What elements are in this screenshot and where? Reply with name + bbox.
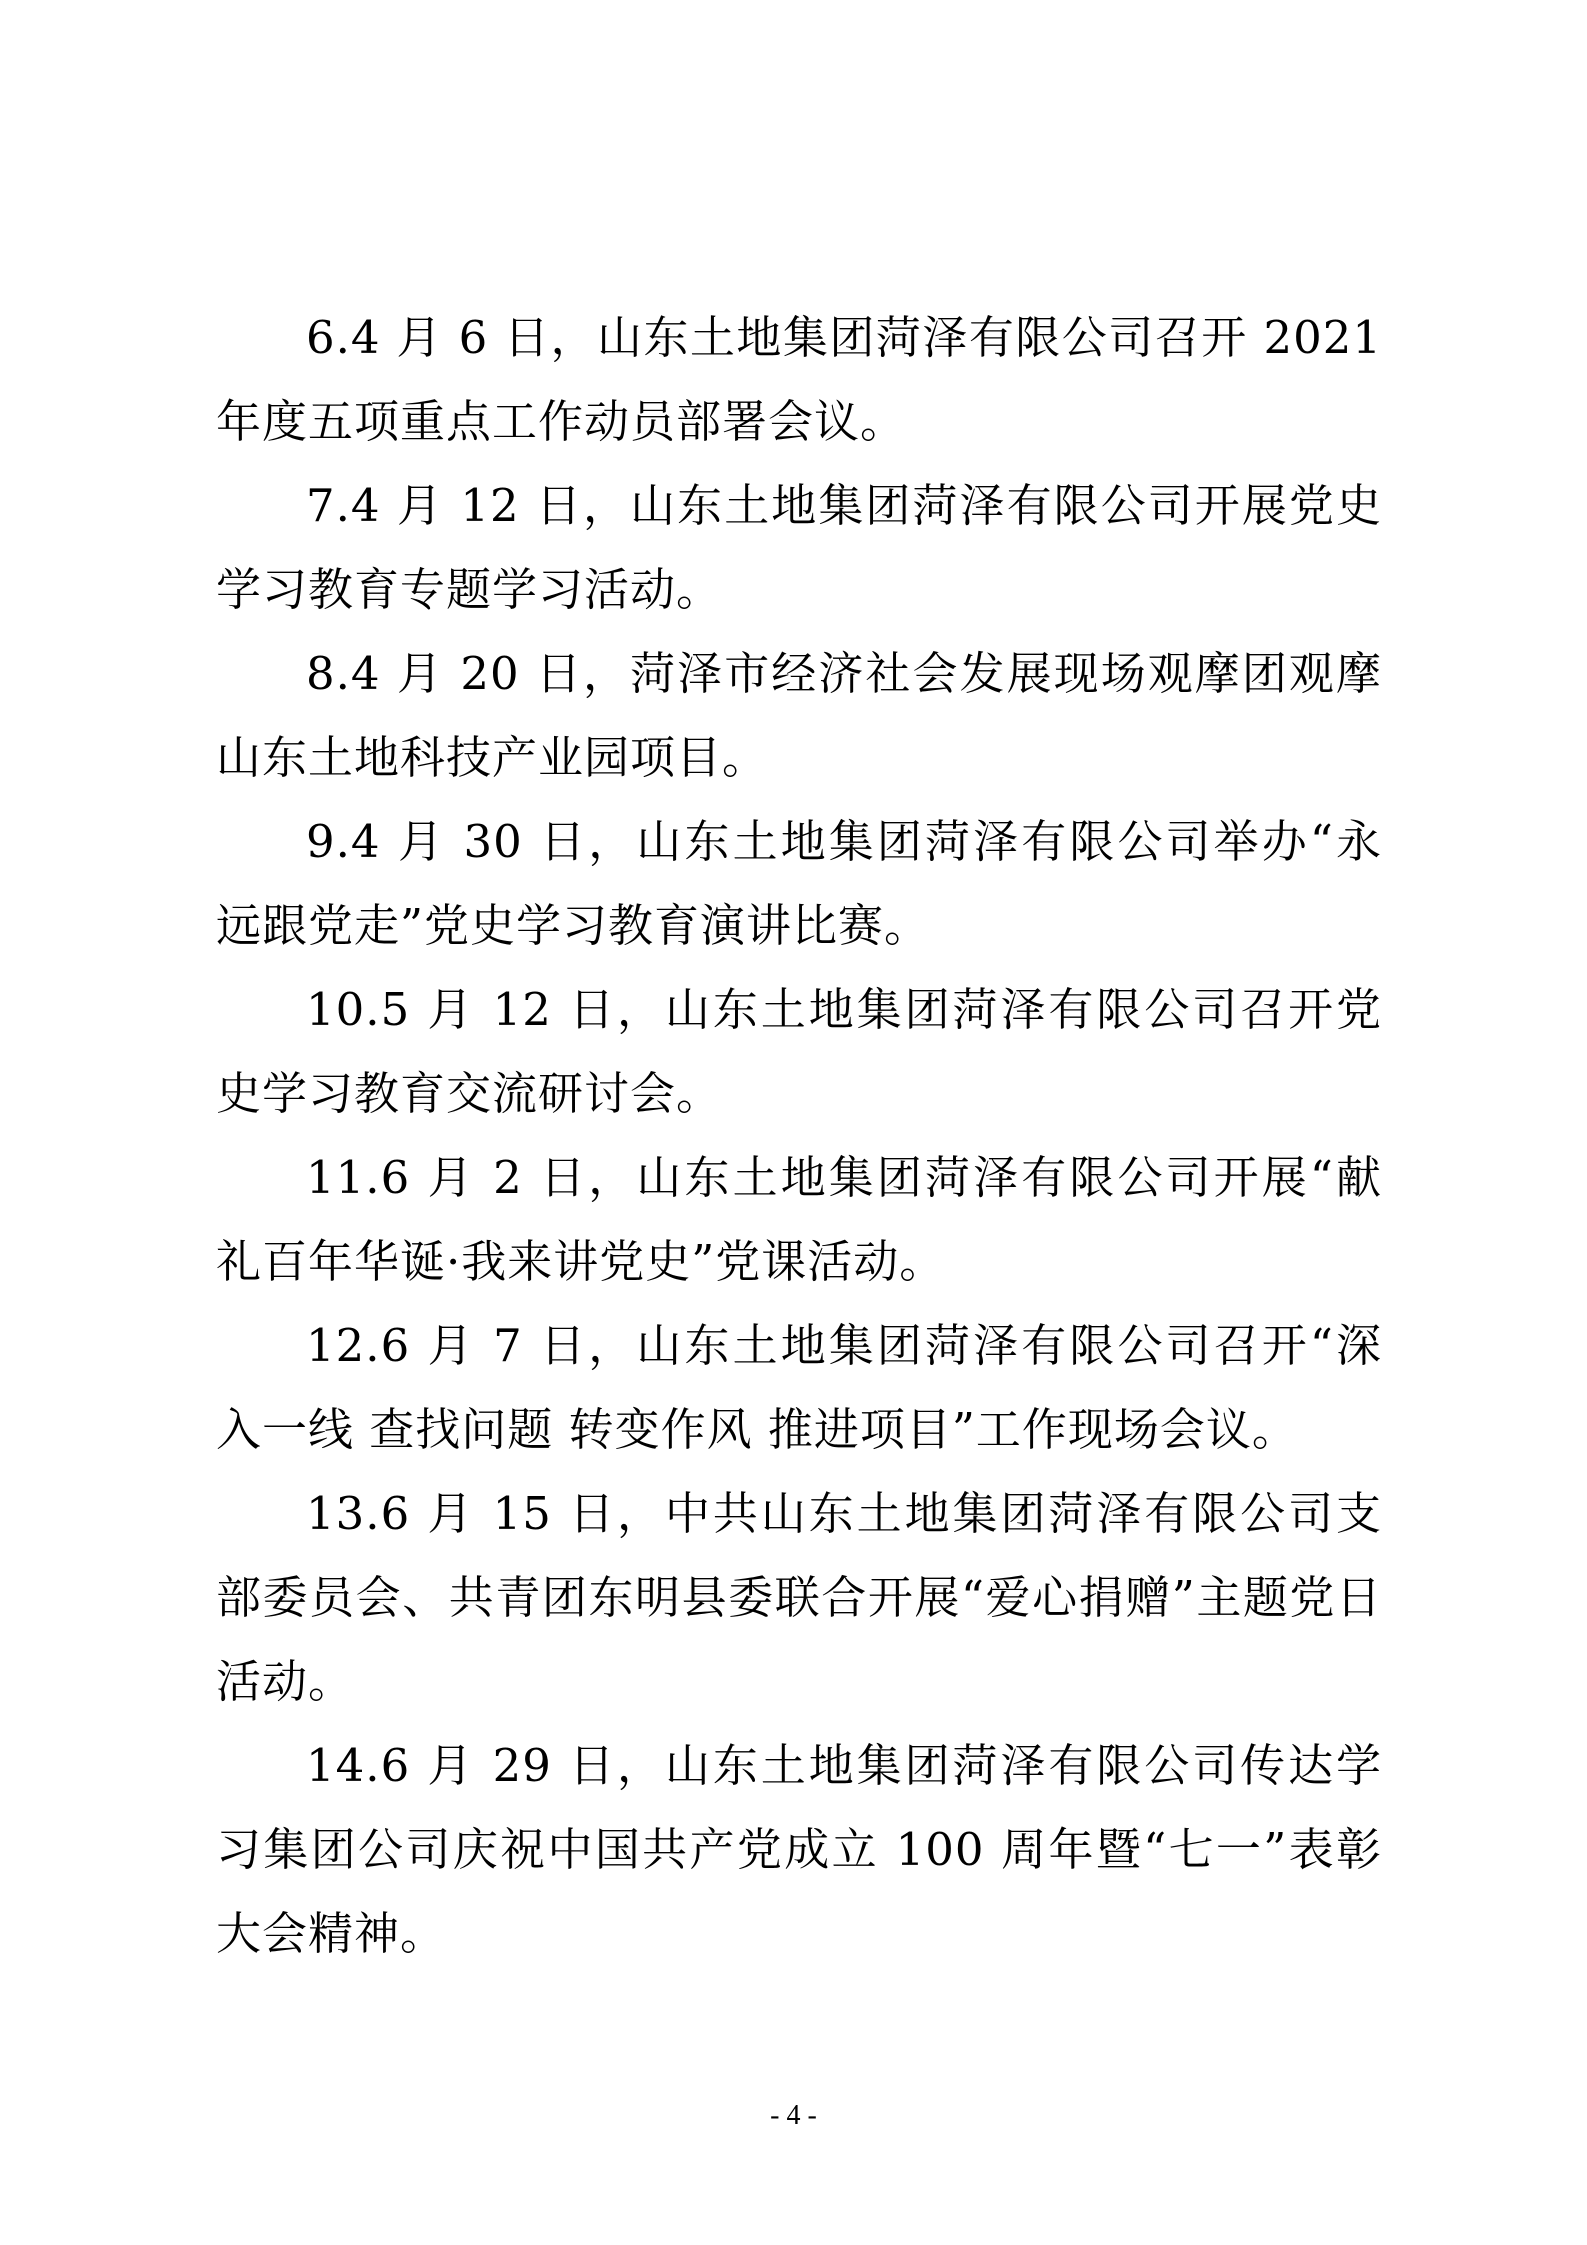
list-item: 9.4 月 30 日，山东土地集团菏泽有限公司举办“永远跟党走”党史学习教育演讲比赛。 [216, 815, 1382, 952]
document-body [216, 296, 1382, 1976]
page-number: - 4 - [770, 2100, 817, 2131]
list-item: 10.5 月 12 日，山东土地集团菏泽有限公司召开党史学习教育交流研讨会。 [216, 983, 1382, 1120]
list-item: 12.6 月 7 日，山东土地集团菏泽有限公司召开“深入一线 查找问题 转变作风 推进项目”工作现场会议。 [216, 1319, 1382, 1456]
list-item: 11.6 月 2 日，山东土地集团菏泽有限公司开展“献礼百年华诞·我来讲党史”党课活动。 [216, 1151, 1382, 1288]
list-item: 6.4 月 6 日，山东土地集团菏泽有限公司召开 2021 年度五项重点工作动员部署会议。 [216, 311, 1382, 448]
list-item: 8.4 月 20 日，菏泽市经济社会发展现场观摩团观摩山东土地科技产业园项目。 [216, 647, 1382, 784]
list-item: 14.6 月 29 日，山东土地集团菏泽有限公司传达学习集团公司庆祝中国共产党成立 100 周年暨“七一”表彰大会精神。 [216, 1739, 1382, 1960]
list-item: 7.4 月 12 日，山东土地集团菏泽有限公司开展党史学习教育专题学习活动。 [216, 479, 1382, 616]
list-item: 13.6 月 15 日，中共山东土地集团菏泽有限公司支部委员会、共青团东明县委联合开展“爱心捐赠”主题党日活动。 [216, 1487, 1382, 1708]
